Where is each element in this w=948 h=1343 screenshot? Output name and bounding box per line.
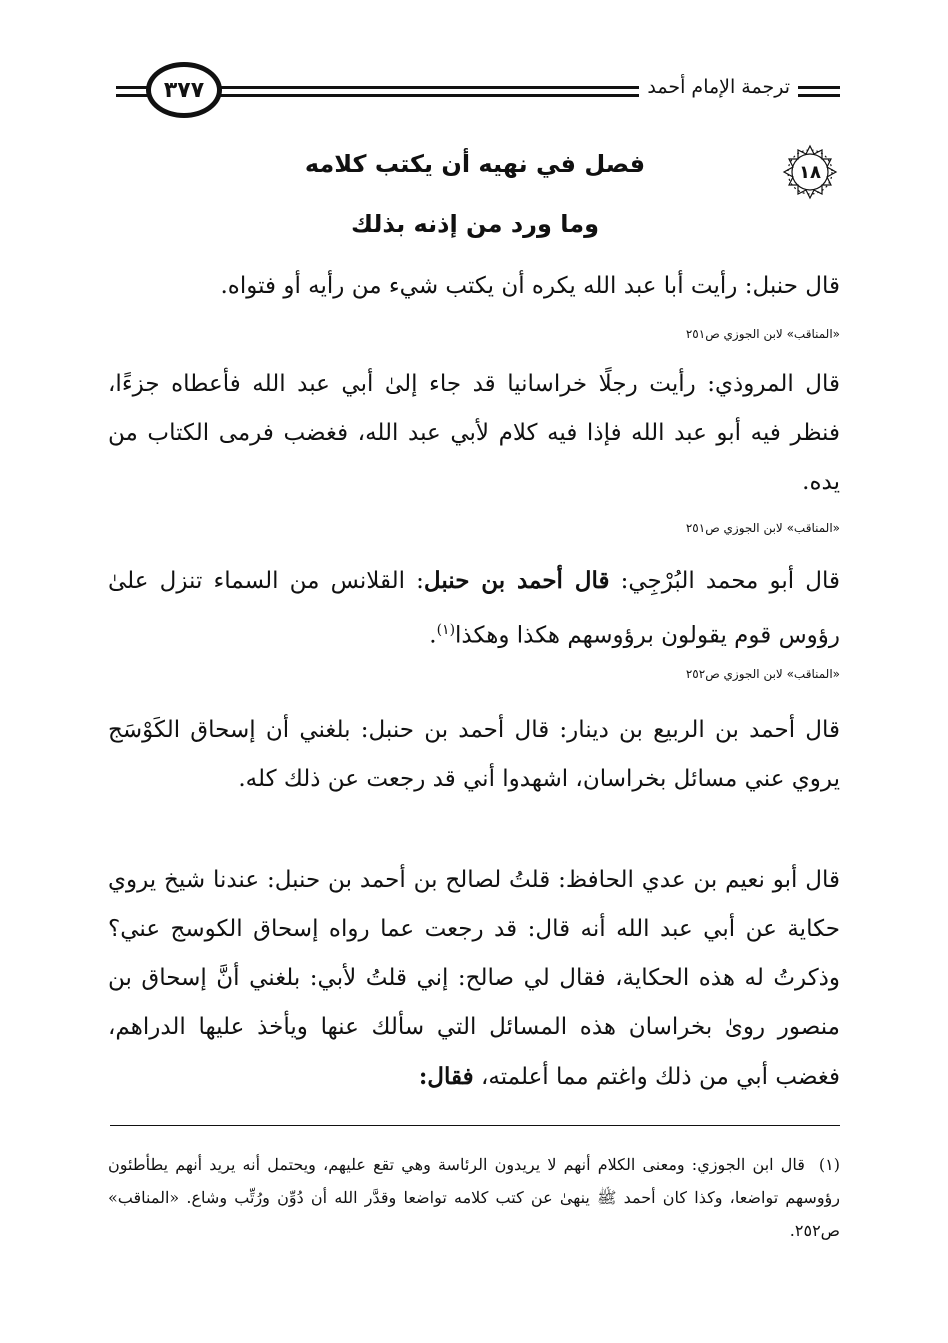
paragraph-3-bold: قال أحمد بن حنبل [423, 567, 610, 594]
paragraph-4: قال أحمد بن الربيع بن دينار: قال أحمد بن حنبل: بلغني أن إسحاق الكَوْسَج يروي عني مسائل بخراسان، اشهدوا أني قد رجعت عن ذلك كله. [108, 717, 840, 792]
source-citation-1: «المناقب» لابن الجوزي ص٢٥١ [685, 327, 840, 341]
source-citation-2: «المناقب» لابن الجوزي ص٢٥١ [685, 521, 840, 535]
header-rule-left-top [116, 86, 150, 89]
paragraph-5 [108, 856, 840, 1102]
section-number: ١٨ [799, 161, 821, 183]
paragraph-3-prefix: قال أبو محمد البُرْجِي: [609, 568, 840, 594]
source-citation-3: «المناقب» لابن الجوزي ص٢٥٢ [685, 667, 840, 681]
footnote-divider [110, 1125, 840, 1126]
page-number-text: ٣٧٧ [163, 77, 205, 103]
paragraph-2: قال المروذي: رأيت رجلًا خراسانيا قد جاء إلىٰ أبي عبد الله فأعطاه جزءًا، فنظر فيه أبو عبد الله فإذا فيه كلام لأبي عبد الله، فغضب فرمى الكتاب من يده. [108, 371, 840, 495]
header-rule-left-bottom [116, 94, 150, 97]
footnote-text: قال ابن الجوزي: ومعنى الكلام أنهم لا يريدون الرئاسة وهي تقع عليهم، ويحتمل أنه يريد أنهم يطأطئون رؤوسهم تواضعا، وكذا كان أحمد ﷺ ينهىٰ عن كتب كلامه تواضعا وقدَّر الله أن دُوِّن ورُتِّب وشاع. «المناقب» ص٢٥٢. [108, 1155, 840, 1240]
paragraph-3-end: . [429, 622, 437, 649]
paragraph-3 [108, 556, 840, 661]
running-title: ترجمة الإمام أحمد [639, 76, 798, 98]
paragraph-1: قال حنبل: رأيت أبا عبد الله يكره أن يكتب شيء من رأيه أو فتواه. [220, 273, 840, 299]
footnote-marker: (١) [818, 1155, 840, 1174]
paragraph-5-bold-end: فقال: [418, 1063, 474, 1090]
footnote-reference[interactable]: (١) [436, 622, 456, 638]
page-number [146, 62, 222, 118]
section-title-line2: وما ورد من إذنه بذلك [350, 210, 600, 238]
paragraph-5-text: قال أبو نعيم بن عدي الحافظ: قلتُ لصالح بن أحمد بن حنبل: عندنا شيخ يروي حكاية عن أبي عبد الله أنه قال: قد رجعت عما رواه إسحاق الكوسج عني؟ وذكرتُ له هذه الحكاية، فقال لي صالح: إني قلتُ لأبي: بلغني أنَّ إسحاق بن منصور روىٰ بخراسان هذه المسائل التي سألك عنها ويأخذ عليها الدراهم، فغضب أبي من ذلك واغتم مما أعلمته، [108, 867, 840, 1090]
paragraph-3-suffix: : القلانس من السماء تنزل علىٰ رؤوس قوم يقولون برؤوسهم هكذا وهكذا [108, 568, 840, 649]
section-title-line1: فصل في نهيه أن يكتب كلامه [304, 150, 646, 178]
page-header [110, 62, 840, 126]
footnote [108, 1148, 840, 1247]
